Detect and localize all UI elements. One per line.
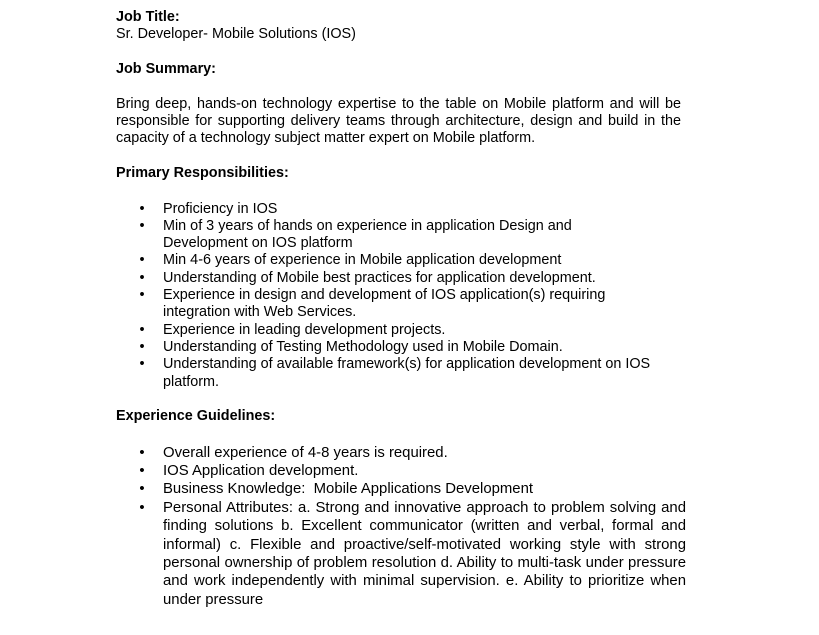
- list-item: [116, 270, 686, 287]
- responsibilities-list: [116, 201, 686, 391]
- list-item: [116, 218, 686, 253]
- list-item: [116, 480, 686, 498]
- list-item: [116, 444, 686, 462]
- bullet-icon: •: [139, 463, 145, 480]
- list-item-text: Experience in design and development of IOS application(s) requiring integration with Web Services.: [163, 287, 606, 321]
- list-item: [116, 339, 686, 356]
- job-title-value: Sr. Developer- Mobile Solutions (IOS): [116, 26, 356, 43]
- bullet-icon: •: [139, 287, 145, 304]
- list-item-text: Min 4-6 years of experience in Mobile application development: [163, 252, 562, 269]
- list-item: [116, 201, 686, 218]
- list-item-text: Understanding of Testing Methodology used in Mobile Domain.: [163, 338, 563, 355]
- bullet-icon: •: [139, 252, 145, 269]
- bullet-icon: •: [139, 200, 145, 217]
- job-title-heading: Job Title:: [116, 9, 180, 25]
- list-item-text: Personal Attributes: a. Strong and innovative approach to problem solving and finding solutions b. Excellent communicator (written and verbal, formal and informal) c. Flexible and proactive/self-motivated working style with strong personal ownership of problem resolution d. Ability to multi-task under pressure and work independently with minimal supervision. e. Ability to prioritize when under pressure: [163, 499, 686, 608]
- bullet-icon: •: [139, 217, 145, 234]
- list-item: [116, 499, 686, 609]
- list-item-text: Experience in leading development projects.: [163, 321, 446, 338]
- list-item: [116, 356, 686, 391]
- list-item-text: Understanding of available framework(s) for application development on IOS platform.: [163, 356, 651, 390]
- job-description-document: [116, 9, 686, 609]
- bullet-icon: •: [139, 321, 145, 338]
- bullet-icon: •: [139, 356, 145, 373]
- list-item-text: Business Knowledge: Mobile Applications Development: [163, 481, 533, 498]
- list-item-text: IOS Application development.: [163, 463, 359, 480]
- experience-heading: Experience Guidelines:: [116, 408, 276, 425]
- list-item-text: Understanding of Mobile best practices for application development.: [163, 269, 596, 286]
- list-item-text: Proficiency in IOS: [163, 200, 278, 217]
- job-summary-text: Bring deep, hands-on technology expertise to the table on Mobile platform and will be responsible for supporting delivery teams through architecture, design and build in the capacity of a technology subject matter expert on Mobile platform.: [116, 95, 681, 147]
- bullet-icon: •: [139, 444, 145, 461]
- list-item: [116, 252, 686, 269]
- list-item: [116, 287, 686, 322]
- job-summary-heading: Job Summary:: [116, 61, 216, 78]
- experience-list: [116, 444, 686, 610]
- list-item: [116, 322, 686, 339]
- list-item-text: Overall experience of 4-8 years is required.: [163, 444, 448, 461]
- list-item: [116, 462, 686, 480]
- responsibilities-heading: Primary Responsibilities:: [116, 165, 289, 182]
- bullet-icon: •: [139, 481, 145, 498]
- bullet-icon: •: [139, 269, 145, 286]
- list-item-text: Min of 3 years of hands on experience in application Design and Development on IOS platform: [163, 217, 572, 252]
- bullet-icon: •: [139, 338, 145, 355]
- bullet-icon: •: [139, 499, 145, 516]
